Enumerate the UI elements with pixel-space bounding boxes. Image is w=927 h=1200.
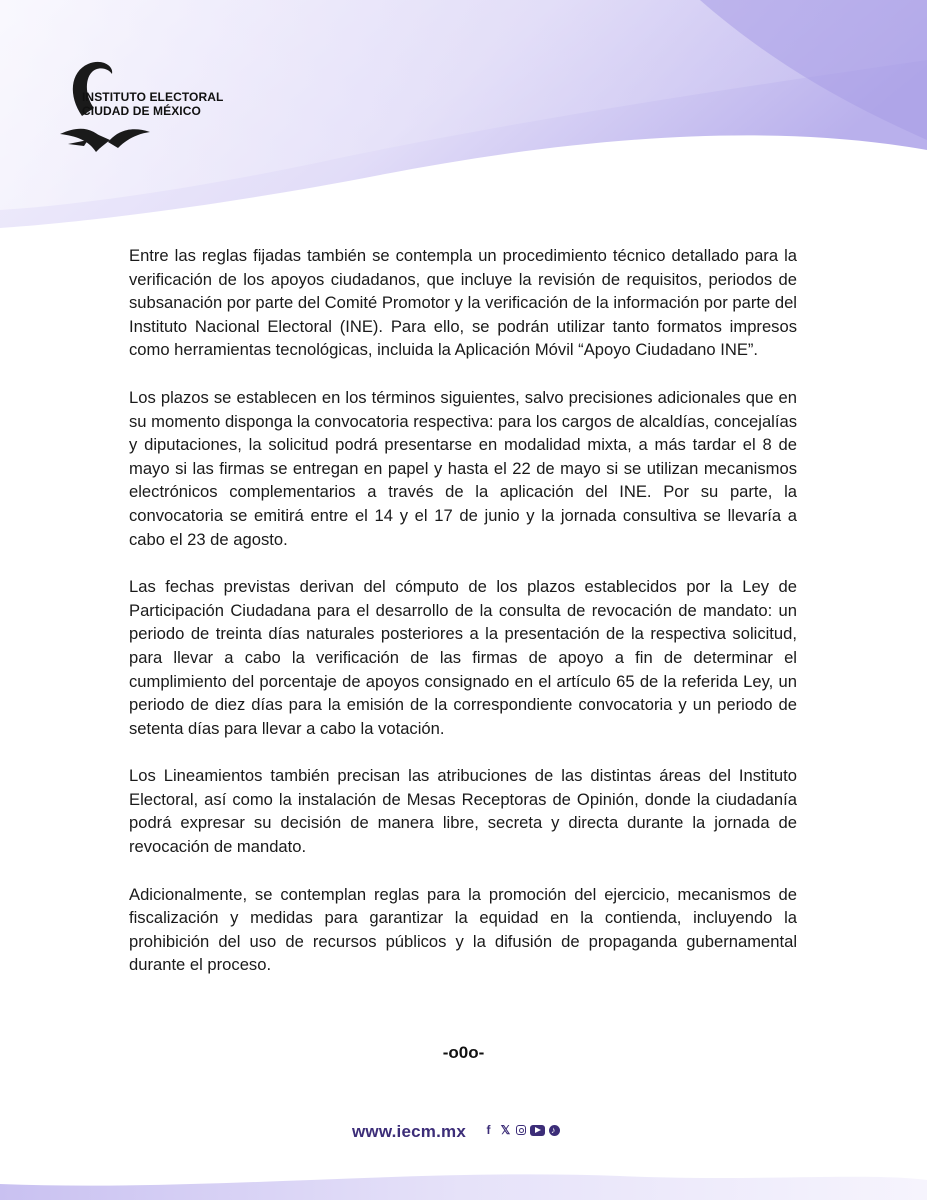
logo-wordmark: [82, 90, 223, 118]
body-paragraph: Entre las reglas fijadas también se contempla un procedimiento técnico detallado para la verificación de los apoyos ciudadanos, que incluye la revisión de requisitos, periodos de subsanación por parte del Comité Promotor y la verificación de la información por parte del Instituto Nacional Electoral (INE). Para ello, se podrán utilizar tanto formatos impresos como herramientas tecnológicas, incluida la Aplicación Móvil “Apoyo Ciudadano INE”.: [129, 246, 797, 360]
document-body: [129, 244, 797, 1001]
instagram-icon[interactable]: [516, 1125, 526, 1135]
x-icon[interactable]: 𝕏: [500, 1123, 511, 1137]
body-paragraph: Las fechas previstas derivan del cómputo de los plazos establecidos por la Ley de Participación Ciudadana para el desarrollo de la consulta de revocación de mandato: un periodo de treinta días naturales posteriores a la presentación de la respectiva solicitud, para llevar a cabo la verificación de las firmas de apoyo a fin de determinar el cumplimiento del porcentaje de apoyos consignado en el artículo 65 de la referida Ley, un periodo de diez días para la emisión de la correspondiente convocatoria y un periodo de setenta días para llevar a cabo la votación.: [129, 577, 797, 738]
facebook-icon[interactable]: f: [486, 1123, 491, 1137]
social-icons: [482, 1123, 560, 1137]
body-paragraph: Los plazos se establecen en los términos siguientes, salvo precisiones adicionales que en su momento disponga la convocatoria respectiva: para los cargos de alcaldías, concejalías y diputaciones, la solicitud podrá presentarse en modalidad mixta, a más tardar el 8 de mayo si las firmas se entregan en papel y hasta el 22 de mayo si se utilizan mecanismos electrónicos complementarios a través de la aplicación del INE. Por su parte, la convocatoria se emitirá entre el 14 y el 17 de junio y la jornada consultiva se llevaría a cabo el 23 de agosto.: [129, 387, 797, 549]
closing-mark: -o0o-: [442, 1043, 485, 1062]
logo-line-institute: INSTITUTO ELECTORAL: [82, 90, 224, 104]
youtube-icon[interactable]: [530, 1125, 545, 1136]
website-link[interactable]: www.iecm.mx: [352, 1122, 467, 1141]
logo-line-city: CIUDAD DE MÉXICO: [82, 104, 201, 118]
body-paragraph: Adicionalmente, se contemplan reglas para la promoción del ejercicio, mecanismos de fiscalización y medidas para garantizar la equidad en la contienda, incluyendo la prohibición del uso de recursos públicos y la difusión de propaganda gubernamental durante el proceso.: [129, 884, 797, 975]
tiktok-icon[interactable]: [549, 1125, 560, 1136]
body-paragraph: Los Lineamientos también precisan las atribuciones de las distintas áreas del Instituto Electoral, así como la instalación de Mesas Receptoras de Opinión, donde la ciudadanía podrá expresar su decisión de manera libre, secreta y directa durante la jornada de revocación de mandato.: [129, 766, 797, 857]
footer-decoration: [0, 1150, 927, 1200]
footer: [0, 1120, 927, 1144]
